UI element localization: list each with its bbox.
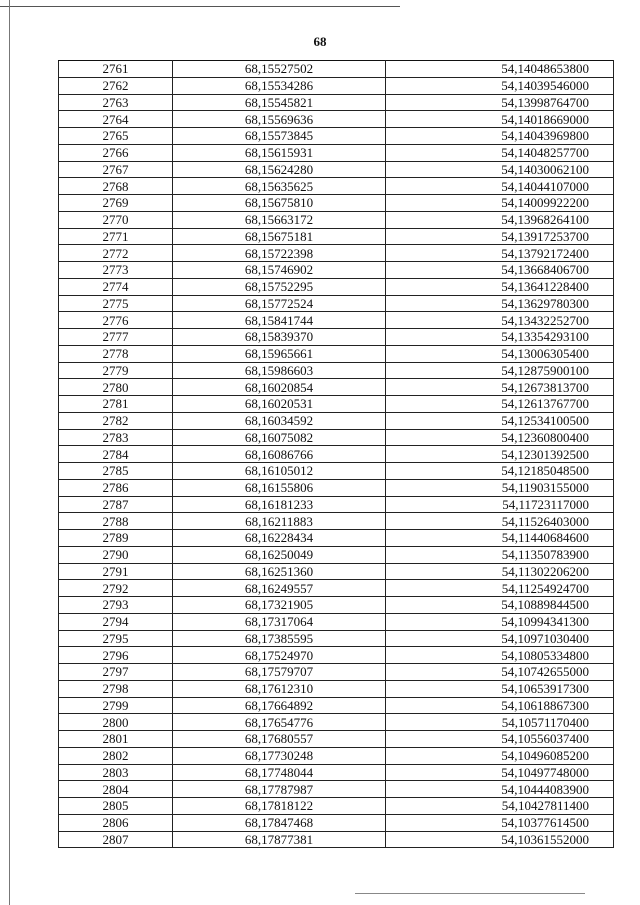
table-row [59, 295, 614, 312]
point-number-cell: 2770 [59, 211, 173, 228]
table-row [59, 680, 614, 697]
coordinate-x-cell: 68,16228434 [173, 530, 386, 547]
point-number-cell: 2783 [59, 429, 173, 446]
coordinate-x-cell: 68,17612310 [173, 680, 386, 697]
coordinate-x-cell: 68,15534286 [173, 77, 386, 94]
table-row [59, 345, 614, 362]
coordinate-x-cell: 68,15746902 [173, 262, 386, 279]
coordinate-y-cell: 54,14018669000 [386, 111, 614, 128]
table-row [59, 195, 614, 212]
coordinate-y-cell: 54,11350783900 [386, 546, 614, 563]
coordinate-y-cell: 54,10427811400 [386, 798, 614, 815]
coordinate-x-cell: 68,15527502 [173, 61, 386, 78]
point-number-cell: 2777 [59, 329, 173, 346]
point-number-cell: 2806 [59, 814, 173, 831]
point-number-cell: 2788 [59, 513, 173, 530]
point-number-cell: 2782 [59, 412, 173, 429]
point-number-cell: 2789 [59, 530, 173, 547]
point-number-cell: 2805 [59, 798, 173, 815]
point-number-cell: 2761 [59, 61, 173, 78]
coordinates-table-body [59, 61, 614, 848]
coordinate-x-cell: 68,15635625 [173, 178, 386, 195]
bottom-rule [355, 893, 585, 894]
point-number-cell: 2797 [59, 664, 173, 681]
coordinate-x-cell: 68,17385595 [173, 630, 386, 647]
point-number-cell: 2781 [59, 396, 173, 413]
coordinate-y-cell: 54,13792172400 [386, 245, 614, 262]
coordinate-x-cell: 68,15841744 [173, 312, 386, 329]
point-number-cell: 2800 [59, 714, 173, 731]
point-number-cell: 2762 [59, 77, 173, 94]
coordinate-x-cell: 68,17877381 [173, 831, 386, 848]
point-number-cell: 2775 [59, 295, 173, 312]
table-row [59, 178, 614, 195]
coordinate-x-cell: 68,16020854 [173, 379, 386, 396]
table-row [59, 781, 614, 798]
table-row [59, 446, 614, 463]
coordinate-x-cell: 68,15675810 [173, 195, 386, 212]
coordinate-x-cell: 68,16075082 [173, 429, 386, 446]
point-number-cell: 2763 [59, 94, 173, 111]
table-row [59, 613, 614, 630]
table-row [59, 77, 614, 94]
coordinate-y-cell: 54,10571170400 [386, 714, 614, 731]
coordinate-x-cell: 68,16034592 [173, 412, 386, 429]
point-number-cell: 2798 [59, 680, 173, 697]
table-row [59, 714, 614, 731]
point-number-cell: 2793 [59, 597, 173, 614]
table-row [59, 580, 614, 597]
coordinate-y-cell: 54,13668406700 [386, 262, 614, 279]
coordinate-x-cell: 68,17654776 [173, 714, 386, 731]
coordinate-y-cell: 54,10556037400 [386, 731, 614, 748]
point-number-cell: 2803 [59, 764, 173, 781]
top-rule [0, 6, 400, 7]
point-number-cell: 2772 [59, 245, 173, 262]
table-row [59, 831, 614, 848]
coordinate-y-cell: 54,10377614500 [386, 814, 614, 831]
coordinate-x-cell: 68,16249557 [173, 580, 386, 597]
coordinate-x-cell: 68,17787987 [173, 781, 386, 798]
table-row [59, 278, 614, 295]
coordinate-x-cell: 68,15772524 [173, 295, 386, 312]
coordinate-y-cell: 54,12875900100 [386, 362, 614, 379]
coordinate-y-cell: 54,11254924700 [386, 580, 614, 597]
coordinate-x-cell: 68,17818122 [173, 798, 386, 815]
coordinate-y-cell: 54,14030062100 [386, 161, 614, 178]
coordinate-y-cell: 54,10618867300 [386, 697, 614, 714]
coordinate-y-cell: 54,10496085200 [386, 747, 614, 764]
point-number-cell: 2765 [59, 128, 173, 145]
point-number-cell: 2784 [59, 446, 173, 463]
table-row [59, 312, 614, 329]
coordinate-y-cell: 54,10653917300 [386, 680, 614, 697]
table-row [59, 697, 614, 714]
coordinate-y-cell: 54,13641228400 [386, 278, 614, 295]
coordinate-x-cell: 68,16211883 [173, 513, 386, 530]
page-number: 68 [313, 34, 327, 49]
point-number-cell: 2779 [59, 362, 173, 379]
coordinate-x-cell: 68,15573845 [173, 128, 386, 145]
point-number-cell: 2802 [59, 747, 173, 764]
table-row [59, 144, 614, 161]
coordinate-y-cell: 54,14044107000 [386, 178, 614, 195]
coordinate-y-cell: 54,14048257700 [386, 144, 614, 161]
table-row [59, 362, 614, 379]
table-row [59, 61, 614, 78]
coordinate-x-cell: 68,17317064 [173, 613, 386, 630]
table-row [59, 228, 614, 245]
coordinate-x-cell: 68,17321905 [173, 597, 386, 614]
coordinate-x-cell: 68,16181233 [173, 496, 386, 513]
point-number-cell: 2766 [59, 144, 173, 161]
coordinate-y-cell: 54,14009922200 [386, 195, 614, 212]
coordinate-x-cell: 68,15624280 [173, 161, 386, 178]
coordinate-y-cell: 54,14048653800 [386, 61, 614, 78]
table-row [59, 563, 614, 580]
point-number-cell: 2787 [59, 496, 173, 513]
coordinate-y-cell: 54,10994341300 [386, 613, 614, 630]
point-number-cell: 2767 [59, 161, 173, 178]
table-row [59, 245, 614, 262]
coordinate-x-cell: 68,15722398 [173, 245, 386, 262]
point-number-cell: 2764 [59, 111, 173, 128]
table-row [59, 664, 614, 681]
point-number-cell: 2778 [59, 345, 173, 362]
coordinate-x-cell: 68,17748044 [173, 764, 386, 781]
coordinate-y-cell: 54,13968264100 [386, 211, 614, 228]
coordinate-y-cell: 54,11440684600 [386, 530, 614, 547]
coordinate-y-cell: 54,10889844500 [386, 597, 614, 614]
table-row [59, 798, 614, 815]
coordinate-x-cell: 68,15675181 [173, 228, 386, 245]
table-row [59, 396, 614, 413]
coordinate-y-cell: 54,13354293100 [386, 329, 614, 346]
coordinate-y-cell: 54,13432252700 [386, 312, 614, 329]
coordinate-y-cell: 54,12301392500 [386, 446, 614, 463]
coordinate-x-cell: 68,16251360 [173, 563, 386, 580]
coordinate-y-cell: 54,13917253700 [386, 228, 614, 245]
table-row [59, 496, 614, 513]
point-number-cell: 2773 [59, 262, 173, 279]
table-row [59, 731, 614, 748]
coordinate-x-cell: 68,16086766 [173, 446, 386, 463]
table-row [59, 161, 614, 178]
coordinate-y-cell: 54,11723117000 [386, 496, 614, 513]
point-number-cell: 2776 [59, 312, 173, 329]
point-number-cell: 2799 [59, 697, 173, 714]
coordinate-y-cell: 54,11526403000 [386, 513, 614, 530]
point-number-cell: 2769 [59, 195, 173, 212]
point-number-cell: 2771 [59, 228, 173, 245]
coordinates-table [58, 60, 614, 848]
coordinate-x-cell: 68,15569636 [173, 111, 386, 128]
coordinate-y-cell: 54,13998764700 [386, 94, 614, 111]
coordinate-y-cell: 54,11302206200 [386, 563, 614, 580]
table-row [59, 546, 614, 563]
coordinate-x-cell: 68,17730248 [173, 747, 386, 764]
coordinate-y-cell: 54,14039546000 [386, 77, 614, 94]
point-number-cell: 2790 [59, 546, 173, 563]
point-number-cell: 2796 [59, 647, 173, 664]
point-number-cell: 2794 [59, 613, 173, 630]
coordinate-x-cell: 68,17664892 [173, 697, 386, 714]
coordinate-x-cell: 68,16105012 [173, 463, 386, 480]
coordinate-y-cell: 54,12185048500 [386, 463, 614, 480]
table-row [59, 211, 614, 228]
table-row [59, 463, 614, 480]
point-number-cell: 2801 [59, 731, 173, 748]
coordinate-y-cell: 54,10497748000 [386, 764, 614, 781]
point-number-cell: 2786 [59, 479, 173, 496]
coordinate-x-cell: 68,17524970 [173, 647, 386, 664]
table-row [59, 530, 614, 547]
coordinate-y-cell: 54,10444083900 [386, 781, 614, 798]
coordinate-x-cell: 68,15615931 [173, 144, 386, 161]
coordinate-x-cell: 68,15839370 [173, 329, 386, 346]
page-left-edge [9, 0, 10, 905]
coordinate-x-cell: 68,15752295 [173, 278, 386, 295]
table-row [59, 262, 614, 279]
table-row [59, 412, 614, 429]
point-number-cell: 2807 [59, 831, 173, 848]
coordinate-x-cell: 68,15965661 [173, 345, 386, 362]
table-row [59, 764, 614, 781]
coordinate-y-cell: 54,12673813700 [386, 379, 614, 396]
coordinate-y-cell: 54,11903155000 [386, 479, 614, 496]
table-row [59, 111, 614, 128]
table-row [59, 329, 614, 346]
table-row [59, 597, 614, 614]
table-row [59, 379, 614, 396]
point-number-cell: 2785 [59, 463, 173, 480]
table-row [59, 630, 614, 647]
table-row [59, 479, 614, 496]
coordinate-y-cell: 54,12534100500 [386, 412, 614, 429]
coordinate-y-cell: 54,13629780300 [386, 295, 614, 312]
point-number-cell: 2780 [59, 379, 173, 396]
coordinate-y-cell: 54,13006305400 [386, 345, 614, 362]
coordinate-y-cell: 54,10805334800 [386, 647, 614, 664]
point-number-cell: 2804 [59, 781, 173, 798]
coordinate-y-cell: 54,12360800400 [386, 429, 614, 446]
table-row [59, 429, 614, 446]
table-row [59, 513, 614, 530]
coordinate-x-cell: 68,17847468 [173, 814, 386, 831]
coordinate-x-cell: 68,15545821 [173, 94, 386, 111]
point-number-cell: 2792 [59, 580, 173, 597]
table-row [59, 128, 614, 145]
coordinate-x-cell: 68,16020531 [173, 396, 386, 413]
table-row [59, 94, 614, 111]
table-row [59, 647, 614, 664]
coordinate-y-cell: 54,10361552000 [386, 831, 614, 848]
coordinate-y-cell: 54,12613767700 [386, 396, 614, 413]
coordinate-x-cell: 68,16155806 [173, 479, 386, 496]
coordinate-y-cell: 54,10742655000 [386, 664, 614, 681]
coordinate-x-cell: 68,17680557 [173, 731, 386, 748]
coordinate-y-cell: 54,10971030400 [386, 630, 614, 647]
coordinate-x-cell: 68,15986603 [173, 362, 386, 379]
coordinate-x-cell: 68,17579707 [173, 664, 386, 681]
table-row [59, 814, 614, 831]
table-row [59, 747, 614, 764]
point-number-cell: 2774 [59, 278, 173, 295]
coordinate-x-cell: 68,15663172 [173, 211, 386, 228]
point-number-cell: 2768 [59, 178, 173, 195]
point-number-cell: 2791 [59, 563, 173, 580]
coordinate-y-cell: 54,14043969800 [386, 128, 614, 145]
coordinate-x-cell: 68,16250049 [173, 546, 386, 563]
point-number-cell: 2795 [59, 630, 173, 647]
